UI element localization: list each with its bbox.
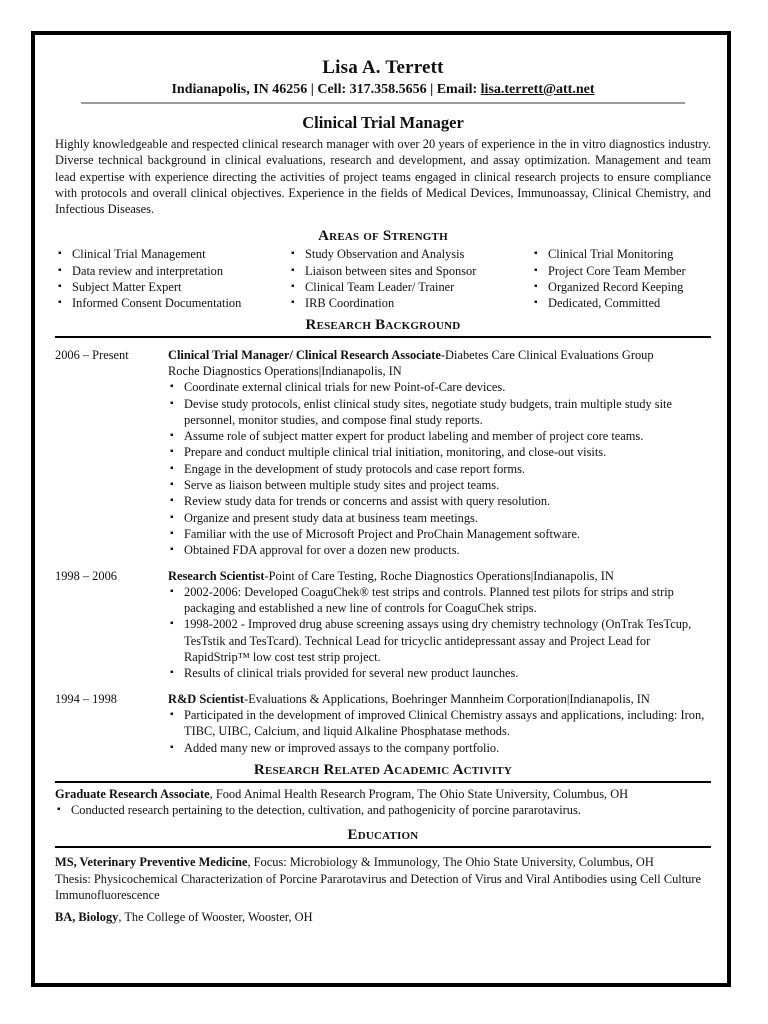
summary-paragraph: Highly knowledgeable and respected clinical research manager with over 20 years of experience in the in vitro diagnostics industry. Diverse technical background in clinical evaluations, research and development, and assay optimization. Management and team lead expertise with experience directing the activities of project teams engaged in clinical research projects to ensure compliance with protocols and overall clinical objectives. Experience in the fields of Medical Devices, Immunoassay, Clinical Chemistry, and Infectious Diseases. <box>55 137 711 217</box>
job-bullet: ▪ Familiar with the use of Microsoft Project and ProChain Management software. <box>168 526 711 542</box>
job-entry <box>55 691 711 756</box>
strengths-column-1 <box>55 246 288 311</box>
academic-role: Graduate Research Associate <box>55 786 210 801</box>
contact-separator: | <box>430 82 434 97</box>
header-divider <box>81 102 685 104</box>
email-link[interactable]: lisa.terrett@att.net <box>480 82 595 97</box>
research-heading: Research Background <box>305 316 461 333</box>
resume-page <box>31 31 731 987</box>
academic-heading: Research Related Academic Activity <box>253 761 513 778</box>
resume-content <box>55 57 711 926</box>
resume-title: Clinical Trial Manager <box>302 113 464 132</box>
contact-separator: | <box>310 82 314 97</box>
job-org: -Evaluations & Applications, Boehringer Mannheim Corporation|Indianapolis, IN <box>244 691 650 706</box>
education-divider <box>55 846 711 848</box>
job-bullet: ▪ Coordinate external clinical trials for new Point-of-Care devices. <box>168 379 711 395</box>
job-entry <box>55 568 711 682</box>
job-details <box>168 568 711 682</box>
ms-thesis: Thesis: Physicochemical Characterization of Porcine Pararotavirus and Detection of Virus and Viral Antibodies using Cell Culture Immunofluorescence <box>55 871 701 902</box>
job-role: R&D Scientist <box>168 691 245 706</box>
job-bullet: ▪ Assume role of subject matter expert for product labeling and member of project core teams. <box>168 428 711 444</box>
job-role: Clinical Trial Manager/ Clinical Research Associate <box>168 347 441 362</box>
job-bullets <box>168 584 711 682</box>
job-bullets <box>168 707 711 756</box>
job-header <box>168 691 711 707</box>
job-bullet: ▪ Obtained FDA approval for over a dozen new products. <box>168 542 711 558</box>
job-bullet: ▪ 1998-2002 - Improved drug abuse screening assays using dry chemistry technology (OnTrak TesTcup, TesTstik and TesTcard). Technical Lead for tricyclic antidepressant assay and Project Lead for RapidStrip™ low cost test strip project. <box>168 616 711 665</box>
academic-org: , Food Animal Health Research Program, The Ohio State University, Columbus, OH <box>209 786 629 801</box>
education-ba <box>55 909 711 925</box>
academic-divider <box>55 781 711 783</box>
education-ms <box>55 854 711 870</box>
strength-item: ▪ Organized Record Keeping <box>531 279 711 295</box>
contact-line <box>55 82 711 98</box>
academic-bullet: ▪ Conducted research pertaining to the detection, cultivation, and pathogenicity of porcine pararotavirus. <box>55 802 711 818</box>
strength-item: ▪ IRB Coordination <box>288 295 531 311</box>
strength-item: ▪ Subject Matter Expert <box>55 279 288 295</box>
job-bullet: ▪ 2002-2006: Developed CoaguChek® test strips and controls. Planned test pilots for strips and strip packaging and established a new line of controls for CoaguChek strips. <box>168 584 711 617</box>
strengths-column-2 <box>288 246 531 311</box>
strength-item: ▪ Clinical Trial Monitoring <box>531 246 711 262</box>
job-bullet: ▪ Engage in the development of study protocols and case report forms. <box>168 461 711 477</box>
job-details <box>168 691 711 756</box>
job-org: -Diabetes Care Clinical Evaluations Group <box>440 347 654 362</box>
job-dates: 2006 – Present <box>55 347 129 362</box>
job-header <box>168 347 711 363</box>
strengths-column-3 <box>531 246 711 311</box>
education-heading: Education <box>347 827 419 844</box>
strengths-list <box>55 246 711 311</box>
job-dates: 1998 – 2006 <box>55 568 117 583</box>
job-bullet: ▪ Prepare and conduct multiple clinical trial initiation, monitoring, and close-out visits. <box>168 444 711 460</box>
strengths-heading: Areas of Strength <box>318 228 448 245</box>
academic-bullets <box>55 802 711 818</box>
ba-details: , The College of Wooster, Wooster, OH <box>118 910 313 925</box>
ms-degree: MS, Veterinary Preventive Medicine <box>55 855 248 870</box>
ms-details: , Focus: Microbiology & Immunology, The Ohio State University, Columbus, OH <box>247 855 654 870</box>
strength-item: ▪ Project Core Team Member <box>531 263 711 279</box>
ba-degree: BA, Biology <box>55 910 119 925</box>
job-bullet: ▪ Added many new or improved assays to the company portfolio. <box>168 740 711 756</box>
job-bullet: ▪ Organize and present study data at business team meetings. <box>168 510 711 526</box>
cell-phone: Cell: 317.358.5656 <box>317 82 427 97</box>
academic-entry <box>55 786 711 802</box>
candidate-name: Lisa A. Terrett <box>322 57 444 78</box>
job-entry <box>55 347 711 559</box>
strength-item: ▪ Liaison between sites and Sponsor <box>288 263 531 279</box>
job-location: Roche Diagnostics Operations|Indianapolis, IN <box>168 363 402 378</box>
job-role: Research Scientist <box>168 568 265 583</box>
job-details <box>168 347 711 559</box>
job-bullet: ▪ Results of clinical trials provided for several new product launches. <box>168 665 711 681</box>
job-bullet: ▪ Review study data for trends or concerns and assist with query resolution. <box>168 493 711 509</box>
job-bullet: ▪ Serve as liaison between multiple study sites and project teams. <box>168 477 711 493</box>
email-label: Email: <box>436 82 478 97</box>
strength-item: ▪ Clinical Team Leader/ Trainer <box>288 279 531 295</box>
strength-item: ▪ Data review and interpretation <box>55 263 288 279</box>
job-org: -Point of Care Testing, Roche Diagnostics Operations|Indianapolis, IN <box>264 568 614 583</box>
strength-item: ▪ Study Observation and Analysis <box>288 246 531 262</box>
job-bullet: ▪ Devise study protocols, enlist clinical study sites, negotiate study budgets, train multiple study site personnel, monitor studies, and compose final study reports. <box>168 396 711 429</box>
strength-item: ▪ Informed Consent Documentation <box>55 295 288 311</box>
job-bullets <box>168 379 711 558</box>
strength-item: ▪ Clinical Trial Management <box>55 246 288 262</box>
research-divider <box>55 336 711 338</box>
strength-item: ▪ Dedicated, Committed <box>531 295 711 311</box>
job-dates: 1994 – 1998 <box>55 691 117 706</box>
job-bullet: ▪ Participated in the development of improved Clinical Chemistry assays and applications, including: Iron, TIBC, UIBC, Calcium, and liquid Alkaline Phosphatase methods. <box>168 707 711 740</box>
location: Indianapolis, IN 46256 <box>171 82 308 97</box>
job-header <box>168 568 711 584</box>
